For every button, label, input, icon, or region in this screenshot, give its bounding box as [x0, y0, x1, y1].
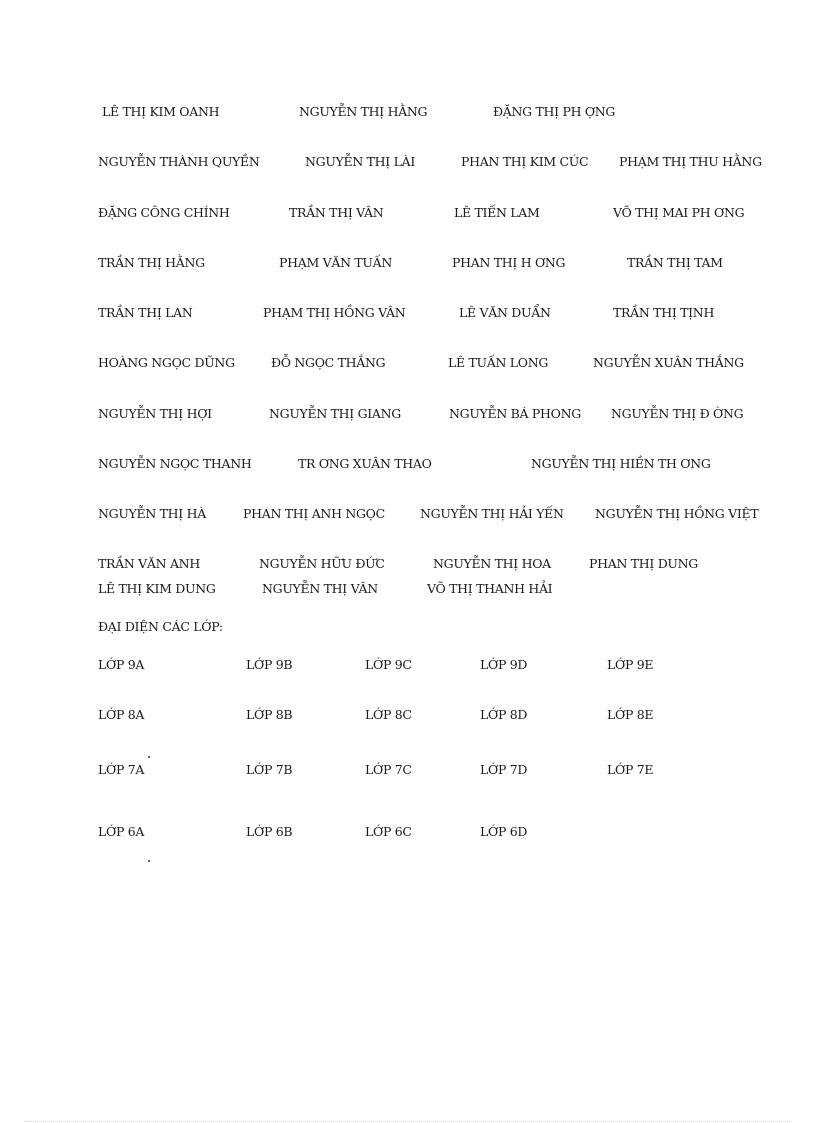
- name-entry: VÕ THỊ MAI PH ƠNG: [613, 205, 745, 220]
- class-label: LỚP 9B: [246, 657, 293, 672]
- name-entry: PHẠM VĂN TUẤN: [279, 255, 393, 270]
- class-label: LỚP 7C: [365, 762, 412, 777]
- name-entry: HOÀNG NGỌC DŨNG: [98, 355, 235, 370]
- class-label: LỚP 9D: [480, 657, 528, 672]
- name-entry: NGUYỄN THỊ HẰNG: [299, 104, 428, 119]
- name-entry: TRẦN THỊ HẰNG: [98, 255, 205, 270]
- name-entry: PHAN THỊ KIM CÚC: [461, 154, 589, 169]
- class-label: LỚP 7D: [480, 762, 528, 777]
- name-entry: LÊ THỊ KIM DUNG: [98, 581, 216, 596]
- name-entry: TR ƠNG XUÂN THAO: [298, 456, 432, 471]
- name-entry: TRẦN THỊ TAM: [627, 255, 723, 270]
- name-entry: NGUYỄN NGỌC THANH: [98, 456, 252, 471]
- name-entry: ĐẶNG THỊ PH ỢNG: [493, 104, 616, 119]
- class-label: LỚP 8A: [98, 707, 145, 722]
- name-entry: TRẦN THỊ VÂN: [289, 205, 384, 220]
- class-label: LỚP 8D: [480, 707, 528, 722]
- class-label: LỚP 7E: [607, 762, 654, 777]
- name-entry: LÊ TUẤN LONG: [448, 355, 549, 370]
- name-entry: NGUYỄN THỊ HỒNG VIỆT: [595, 506, 759, 521]
- name-entry: TRẦN THỊ TỊNH: [613, 305, 715, 320]
- name-entry: VÕ THỊ THANH HẢI: [427, 581, 553, 596]
- name-entry: ĐẶNG CÔNG CHÍNH: [98, 205, 230, 220]
- name-entry: TRẦN VĂN ANH: [98, 556, 200, 571]
- page-bottom-border: [24, 1121, 792, 1122]
- class-label: LỚP 7A: [98, 762, 145, 777]
- name-entry: NGUYỄN THỊ LÀI: [305, 154, 415, 169]
- name-entry: ĐỖ NGỌC THẮNG: [271, 355, 386, 370]
- class-label: LỚP 6C: [365, 824, 412, 839]
- class-label: LỚP 8B: [246, 707, 293, 722]
- name-entry: PHẠM THỊ THU HẰNG: [619, 154, 762, 169]
- name-entry: LÊ THỊ KIM OANH: [102, 104, 220, 119]
- name-entry: NGUYỄN HỮU ĐỨC: [259, 556, 385, 571]
- section-heading: ĐẠI DIỆN CÁC LỚP:: [98, 619, 223, 634]
- name-entry: NGUYỄN XUÂN THẮNG: [593, 355, 744, 370]
- class-label: LỚP 6B: [246, 824, 293, 839]
- name-entry: PHAN THỊ H ƠNG: [452, 255, 566, 270]
- name-entry: NGUYỄN THỊ HÀ: [98, 506, 206, 521]
- name-entry: NGUYỄN BÁ PHONG: [449, 406, 581, 421]
- class-label: LỚP 8E: [607, 707, 654, 722]
- name-entry: NGUYỄN THỊ HẢI YẾN: [420, 506, 564, 521]
- class-label: LỚP 9C: [365, 657, 412, 672]
- class-label: LỚP 9E: [607, 657, 654, 672]
- name-entry: NGUYỄN THÀNH QUYỀN: [98, 154, 260, 169]
- name-entry: LÊ TIẾN LAM: [454, 205, 540, 220]
- class-label: LỚP 8C: [365, 707, 412, 722]
- class-label: LỚP 9A: [98, 657, 145, 672]
- stray-dot: [148, 756, 150, 758]
- name-entry: NGUYỄN THỊ HỢI: [98, 406, 212, 421]
- class-label: LỚP 6D: [480, 824, 528, 839]
- name-entry: NGUYỄN THỊ Đ ỜNG: [611, 406, 744, 421]
- name-entry: PHẠM THỊ HỒNG VÂN: [263, 305, 406, 320]
- name-entry: TRẦN THỊ LAN: [98, 305, 193, 320]
- name-entry: PHAN THỊ DUNG: [589, 556, 698, 571]
- class-label: LỚP 7B: [246, 762, 293, 777]
- name-entry: LÊ VĂN DUẨN: [459, 305, 551, 320]
- name-entry: NGUYỄN THỊ HOA: [433, 556, 551, 571]
- name-entry: NGUYỄN THỊ GIANG: [269, 406, 401, 421]
- name-entry: NGUYỄN THỊ HIỀN TH ƠNG: [531, 456, 711, 471]
- class-label: LỚP 6A: [98, 824, 145, 839]
- name-entry: PHAN THỊ ANH NGỌC: [243, 506, 385, 521]
- stray-dot: [148, 860, 150, 862]
- name-entry: NGUYỄN THỊ VÂN: [262, 581, 378, 596]
